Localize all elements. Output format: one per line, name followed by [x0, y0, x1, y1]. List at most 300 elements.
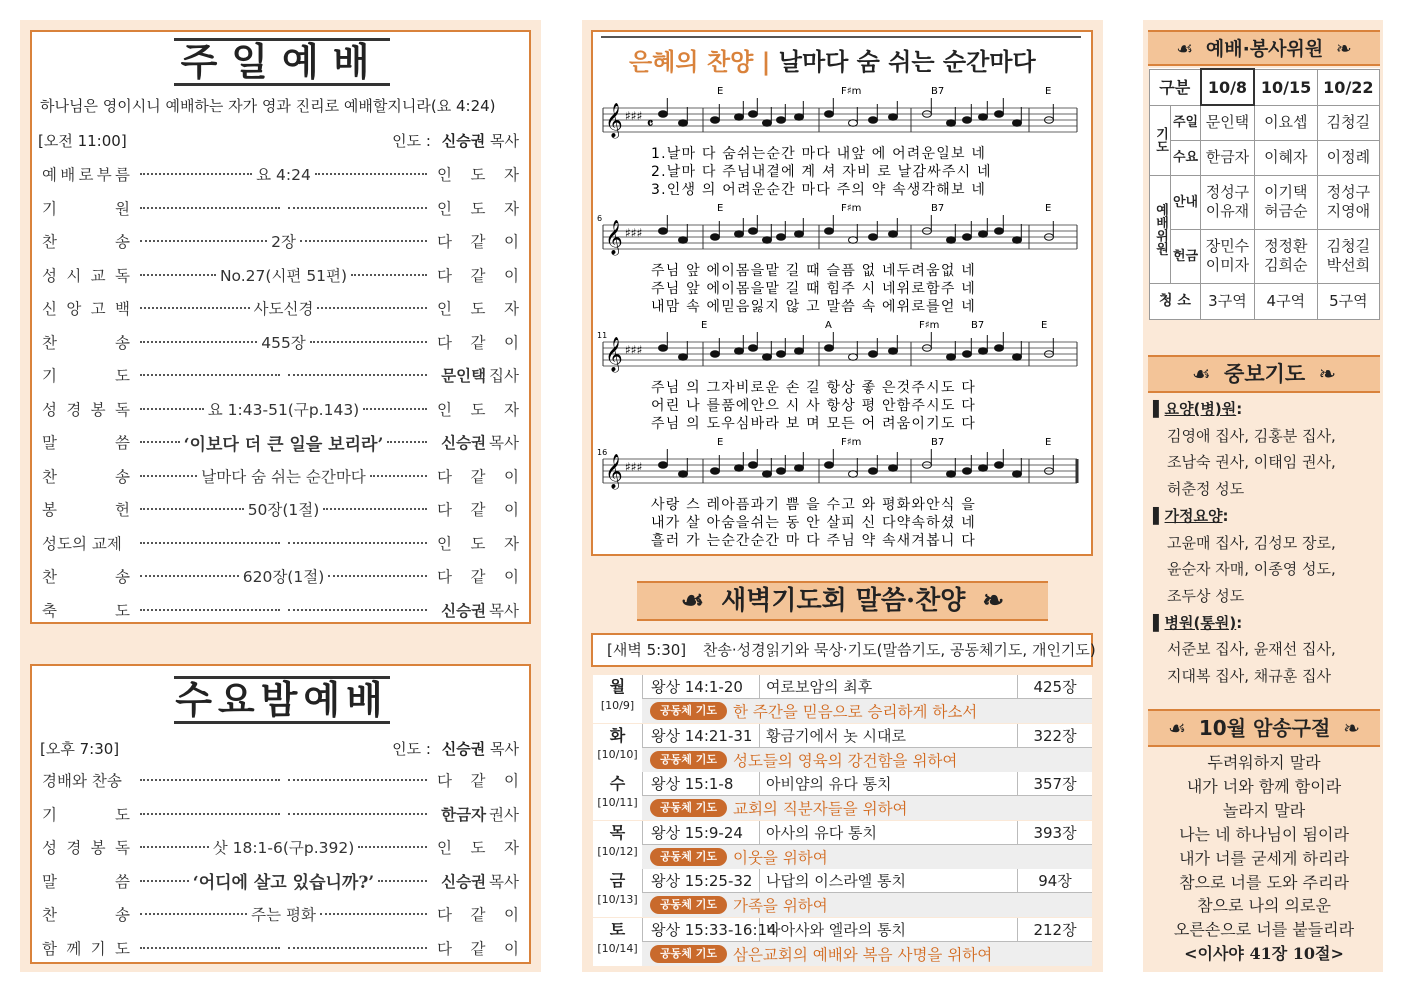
scripture-ref: 왕상 15:33-16:14: [642, 918, 760, 941]
measure-number: 16: [597, 448, 608, 457]
note-head: [735, 114, 744, 121]
lyric-line: 3.인생 의 어려운순간 마다 주의 약 속생각해보 네: [651, 182, 987, 198]
reading-topic: 황금기에서 놋 시대로: [760, 724, 1018, 747]
note-head: [735, 231, 744, 238]
note-head: [679, 237, 688, 244]
day-cell: [593, 821, 642, 869]
day-cell: [593, 918, 642, 966]
order-item-label: 성 시 교 독: [42, 266, 130, 285]
order-item-role: 문인택 집사: [441, 367, 519, 385]
lyric-line: 흘러 가 는순간순간 마 다 주님 약 속새겨봅니 다: [651, 533, 976, 549]
note-head: [749, 111, 758, 118]
lyric-line: 주님 의 도우심바라 보 며 모든 어 려움이기도 다: [651, 416, 976, 432]
key-signature-icon: ♯♯♯: [625, 343, 643, 357]
note-head: [825, 228, 834, 235]
note-head: [795, 231, 804, 238]
measure-number: 6: [597, 214, 603, 223]
chord-symbol: E: [717, 437, 724, 448]
reading-topic: 여로보암의 최후: [760, 675, 1018, 698]
note-head: [777, 468, 786, 475]
ornament-left-icon: ☙: [1191, 362, 1211, 386]
order-item-role: 신승권 목사: [441, 434, 519, 452]
day-name: 수: [609, 774, 626, 793]
intercession-names: 지대복 집사, 채규훈 집사: [1167, 667, 1331, 686]
leader-dots: [136, 331, 431, 353]
leader-dots: [136, 813, 431, 815]
chord-symbol: F♯m: [841, 86, 862, 97]
reading-line: [642, 675, 1092, 699]
note-head: [963, 351, 972, 358]
community-prayer-badge: 공동체 기도: [650, 945, 727, 963]
note-head: [849, 237, 858, 244]
reading-line: [642, 772, 1092, 796]
row-key: 헌금: [1171, 229, 1201, 283]
chord-symbol: E: [717, 86, 724, 97]
order-item-label: 경배와 찬송: [42, 772, 122, 790]
hymn-top-rule: [601, 36, 1081, 38]
note-head: [659, 462, 668, 469]
note-head: [869, 468, 878, 475]
intercession-group-heading: ▌가정요양:: [1153, 506, 1229, 525]
lyric-line: 주님 앞 에이몸을맡 길 때 힘주 시 네위로함주 네: [651, 281, 976, 297]
note-head: [763, 471, 772, 478]
reading-line: [642, 821, 1092, 845]
leader-dots: [136, 868, 431, 893]
key-signature-icon: ♯♯♯: [625, 109, 643, 123]
note-head: [749, 462, 758, 469]
note-head: [869, 234, 878, 241]
lyric-line: 2.날마 다 주님내곁에 계 셔 자비 로 날감싸주시 네: [651, 164, 992, 180]
hymn-number: 322장: [1033, 726, 1077, 745]
order-item-detail: 455장: [261, 333, 306, 352]
day-date: [10/10]: [597, 747, 638, 761]
order-item-role: 다 같 이: [437, 233, 519, 251]
note-head: [979, 114, 988, 121]
leader-dots: [136, 374, 431, 376]
memory-verse: [1148, 751, 1380, 966]
ornament-right-icon: ❧: [1343, 716, 1361, 740]
row-key: 수요: [1171, 140, 1201, 175]
lyric-line: 주님 의 그자비로운 손 길 항상 좋 은것주시도 다: [651, 380, 976, 396]
reading-topic: 나답의 이스라엘 통치: [760, 869, 1018, 892]
reading-topic: 아비얌의 유다 통치: [760, 772, 1018, 795]
day-cell: [593, 724, 642, 772]
row-key: 주일: [1171, 105, 1201, 140]
note-head: [659, 111, 668, 118]
cell: 이요셉: [1254, 105, 1317, 140]
dawn-day-row: [593, 675, 1092, 723]
verse-line: 두려워하지 말라: [1207, 753, 1321, 772]
wednesday-worship-box: [30, 664, 531, 964]
note-head: [979, 231, 988, 238]
chord-symbol: E: [717, 203, 724, 214]
prayer-topic: 이웃을 위하여: [732, 848, 828, 867]
lyric-line: 내맘 속 에믿음잃지 않 고 말씀 속 에위로를얻 네: [651, 299, 976, 315]
note-head: [1013, 354, 1022, 361]
order-item-role: 신승권 목사: [441, 601, 519, 620]
prayer-line: [642, 699, 1092, 723]
hymn-number: 94장: [1038, 872, 1072, 890]
order-item-detail: 날마다 숨 쉬는 순간마다: [201, 467, 366, 486]
order-item-role: 다 같 이: [437, 467, 519, 486]
dawn-day-row: [593, 821, 1092, 869]
key-signature-icon: ♯♯♯: [625, 460, 643, 474]
bullet-bar-icon: ▌: [1153, 613, 1165, 632]
note-head: [679, 354, 688, 361]
cell: 한금자: [1201, 140, 1255, 175]
order-item-label: 찬 송: [42, 568, 130, 586]
order-row: [42, 363, 519, 387]
dawn-day-row: [593, 772, 1092, 820]
scripture-ref: 왕상 15:9-24: [642, 821, 760, 844]
order-row: [42, 430, 519, 454]
reading-line: [642, 724, 1092, 748]
cell: 이혜자: [1254, 140, 1317, 175]
leader-dots: [136, 430, 431, 455]
wednesday-time: [오후 7:30]: [40, 740, 120, 758]
ornament-left-icon: ☙: [1167, 716, 1186, 740]
order-item-label: 찬 송: [42, 906, 130, 924]
note-head: [869, 117, 878, 124]
dawn-day-row: [593, 918, 1092, 966]
chord-symbol: B7: [931, 437, 945, 448]
order-item-label: 말 씀: [42, 434, 130, 452]
note-head: [795, 114, 804, 121]
prayer-topic: 교회의 직분자들을 위하여: [732, 800, 908, 818]
ornament-right-icon: ❧: [1335, 38, 1352, 60]
day-date: [10/11]: [597, 796, 638, 809]
day-name: 월: [609, 677, 626, 696]
leader-dots: [136, 465, 431, 487]
ornament-left-icon: ☙: [1176, 38, 1194, 60]
dawn-day-row: [593, 724, 1092, 772]
scripture-ref: 왕상 14:21-31: [642, 724, 760, 747]
order-row: [42, 330, 519, 354]
dawn-intro-box: [새벽 5:30] 찬송·성경읽기와 묵상·기도(말씀기도, 공동체기도, 개인기도): [591, 633, 1093, 667]
lyric-line: 1.날마 다 숨쉬는순간 마다 내앞 에 어려운일보 네: [651, 146, 987, 162]
note-head: [963, 234, 972, 241]
row-key: 안내: [1171, 175, 1201, 229]
order-row: [42, 936, 519, 960]
note-head: [947, 471, 956, 478]
order-item-role: 인 도 자: [437, 166, 519, 184]
cell: 3구역: [1201, 283, 1255, 319]
community-prayer-badge: 공동체 기도: [650, 896, 727, 914]
order-row: [42, 296, 519, 320]
leader-dots: [136, 542, 431, 544]
ornament-right-icon: ❧: [1318, 362, 1337, 386]
note-head: [763, 354, 772, 361]
prayer-line: [642, 893, 1092, 917]
order-item-label: 성도의 교제: [42, 534, 122, 553]
order-row: [42, 531, 519, 555]
cell: 정성구 지영애: [1317, 175, 1379, 229]
note-head: [889, 465, 898, 472]
note-head: [825, 345, 834, 352]
reading-topic: 아사의 유다 통치: [760, 821, 1018, 844]
hymn-number: 393장: [1033, 823, 1077, 842]
leader-dots: [136, 609, 431, 611]
prayer-line: [642, 748, 1092, 772]
order-item-role: 인 도 자: [437, 534, 519, 553]
note-head: [763, 237, 772, 244]
order-row: [42, 835, 519, 859]
cell: 이정례: [1317, 140, 1379, 175]
order-row: [42, 162, 519, 186]
note-head: [795, 465, 804, 472]
note-head: [795, 348, 804, 355]
note-head: [711, 351, 720, 358]
note-head: [777, 234, 786, 241]
order-row: [42, 196, 519, 220]
reading-line: [642, 918, 1092, 942]
day-cell: [593, 675, 642, 723]
order-item-label: 성 경 봉 독: [42, 400, 130, 419]
note-head: [749, 228, 758, 235]
note-head: [711, 468, 720, 475]
order-item-detail: 50장(1절): [247, 501, 320, 519]
note-head: [777, 351, 786, 358]
scripture-ref: 왕상 14:1-20: [642, 675, 760, 698]
note-head: [659, 228, 668, 235]
note-head: [889, 114, 898, 121]
order-item-role: 다 같 이: [437, 772, 519, 790]
intercession-names: 허춘정 성도: [1167, 480, 1245, 499]
cell: 5구역: [1317, 283, 1379, 319]
verse-line: 나는 네 하나님이 됨이라: [1179, 824, 1349, 844]
order-item-role: 인 도 자: [437, 400, 519, 419]
order-row: [42, 598, 519, 622]
chord-symbol: E: [1045, 437, 1052, 448]
community-prayer-badge: 공동체 기도: [650, 751, 727, 769]
leader-dots: [136, 398, 431, 420]
leader-dots: [136, 836, 431, 858]
time-signature-icon: 𝄴: [647, 116, 654, 132]
cell: 정성구 이유재: [1201, 175, 1255, 229]
cell: 김청길: [1317, 105, 1379, 140]
day-date: [10/13]: [597, 893, 638, 906]
intercession-names: 조남숙 권사, 이태임 권사,: [1167, 453, 1336, 472]
treble-clef-icon: 𝄞: [605, 103, 623, 138]
order-item-label: 신 앙 고 백: [42, 300, 130, 318]
prayer-line: [642, 796, 1092, 820]
row-key: 청 소: [1150, 283, 1201, 319]
intercession-group-heading: ▌요양(병)원:: [1153, 400, 1243, 418]
order-row: [42, 869, 519, 893]
order-item-detail: 요 4:24: [256, 166, 311, 184]
verse-line: 내가 너를 굳세게 하리라: [1179, 848, 1349, 868]
chord-symbol: B7: [931, 86, 945, 97]
order-item-role: 한금자 권사: [441, 805, 519, 824]
service-table: [1149, 68, 1380, 320]
order-item-detail: 2장: [271, 233, 296, 251]
order-item-role: 다 같 이: [437, 266, 519, 285]
treble-clef-icon: 𝄞: [605, 454, 623, 489]
note-head: [749, 345, 758, 352]
order-item-label: 찬 송: [42, 333, 130, 352]
order-item-label: 기 도: [42, 367, 130, 385]
bullet-bar-icon: ▌: [1153, 400, 1165, 418]
note-head: [711, 117, 720, 124]
order-item-label: 함 께 기 도: [42, 939, 130, 958]
bullet-bar-icon: ▌: [1153, 506, 1165, 525]
order-item-role: 다 같 이: [437, 939, 519, 958]
chord-symbol: E: [1045, 203, 1052, 214]
order-item-label: 예 배 로 부 름: [42, 166, 130, 184]
chord-symbol: E: [1041, 320, 1048, 331]
note-head: [825, 111, 834, 118]
memory-title-band: ☙ 10월 암송구절 ❧: [1148, 709, 1380, 747]
note-head: [963, 117, 972, 124]
measure-number: 11: [597, 331, 608, 340]
lyric-line: 어린 나 를품에안으 시 사 항상 평 안함주시도 다: [651, 398, 976, 414]
note-head: [777, 117, 786, 124]
date-header: 10/8: [1201, 69, 1255, 105]
leader-dots: [136, 163, 431, 185]
order-row: [42, 464, 519, 488]
order-item-role: 다 같 이: [437, 501, 519, 519]
leader-dots: [136, 297, 431, 319]
order-item-role: 인 도 자: [437, 839, 519, 857]
cell: 김청길 박선희: [1317, 229, 1379, 283]
day-name: 토: [609, 919, 626, 939]
chord-symbol: B7: [971, 320, 985, 331]
leader-dots: [136, 264, 431, 286]
order-item-detail: No.27(시편 51편): [219, 266, 348, 285]
hymn-title: 은혜의 찬양 | 날마다 숨 쉬는 순간마다: [629, 48, 1036, 76]
order-item-label: 찬 송: [42, 467, 130, 486]
sheet-music: [593, 78, 1091, 558]
ornament-left-icon: ☙: [680, 586, 705, 616]
service-title-band: ☙ 예배·봉사위원 ❧: [1148, 30, 1380, 66]
order-item-label: 말 씀: [42, 872, 130, 891]
verse-reference: <이사야 41장 10절>: [1184, 944, 1344, 964]
note-head: [869, 351, 878, 358]
community-prayer-badge: 공동체 기도: [650, 848, 727, 866]
prayer-topic: 한 주간을 믿음으로 승리하게 하소서: [732, 703, 978, 721]
note-head: [711, 234, 720, 241]
date-header: 10/22: [1317, 69, 1379, 105]
sunday-title: 주일예배: [174, 38, 390, 86]
note-head: [995, 228, 1004, 235]
intercession-names: 조두상 성도: [1167, 586, 1245, 605]
sunday-leader: 인도 : 신승권 목사: [392, 132, 519, 150]
day-name: 목: [609, 822, 626, 842]
order-item-detail: ‘이보다 더 큰 일을 보리라’: [183, 434, 384, 455]
leader-dots: [136, 565, 431, 587]
order-item-role: 다 같 이: [437, 568, 519, 586]
order-item-detail: 삿 18:1-6(구p.392): [212, 839, 355, 857]
verse-line: 오른손으로 너를 붙들리라: [1173, 920, 1355, 940]
verse-line: 놀라지 말라: [1222, 800, 1306, 820]
chord-symbol: F♯m: [841, 437, 862, 448]
note-head: [995, 111, 1004, 118]
note-head: [889, 231, 898, 238]
note-head: [659, 345, 668, 352]
hymn-sheet: [591, 30, 1093, 556]
note-head: [763, 120, 772, 127]
intercession-names: 서준보 집사, 윤재선 집사,: [1167, 640, 1336, 659]
order-row: [42, 263, 519, 287]
cell: 문인택: [1201, 105, 1255, 140]
chord-symbol: B7: [931, 203, 945, 214]
leader-dots: [136, 779, 431, 781]
community-prayer-badge: 공동체 기도: [650, 702, 727, 720]
day-date: [10/9]: [600, 699, 635, 712]
order-item-detail: 요 1:43-51(구p.143): [207, 400, 360, 419]
note-head: [995, 345, 1004, 352]
prayer-topic: 성도들의 영육의 강건함을 위하여: [732, 751, 958, 770]
lyric-line: 내가 살 아숨을쉬는 동 안 살피 신 다약속하셨 네: [651, 515, 976, 531]
scripture-ref: 왕상 15:25-32: [642, 869, 760, 892]
intercession-group-heading: ▌병원(통원):: [1153, 613, 1243, 632]
note-head: [679, 471, 688, 478]
wednesday-leader: 인도 : 신승권 목사: [392, 740, 519, 758]
order-row: [42, 397, 519, 421]
order-row: [42, 229, 519, 253]
note-head: [979, 348, 988, 355]
note-head: [995, 462, 1004, 469]
reading-topic: 바아사와 엘라의 통치: [760, 918, 1018, 941]
group-prayer: 기도: [1150, 105, 1171, 175]
order-item-label: 기 도: [42, 805, 130, 824]
note-head: [963, 468, 972, 475]
note-head: [679, 120, 688, 127]
reading-line: [642, 869, 1092, 893]
day-cell: [593, 772, 642, 820]
date-header: 10/15: [1254, 69, 1317, 105]
note-head: [889, 348, 898, 355]
sunday-verse: 하나님은 영이시니 예배하는 자가 영과 진리로 예배할지니라(요 4:24): [40, 97, 496, 115]
note-head: [849, 120, 858, 127]
day-name: 금: [609, 871, 626, 890]
day-cell: [593, 869, 642, 917]
hymn-number: 357장: [1033, 775, 1077, 793]
intercession-list: [1153, 396, 1378, 690]
day-name: 화: [609, 725, 626, 745]
note-head: [1013, 120, 1022, 127]
chord-symbol: F♯m: [841, 203, 862, 214]
intercession-names: 고윤매 집사, 김성모 장로,: [1167, 533, 1336, 552]
community-prayer-badge: 공동체 기도: [650, 799, 727, 817]
ornament-right-icon: ❧: [982, 586, 1005, 616]
note-head: [849, 471, 858, 478]
order-item-role: 다 같 이: [437, 333, 519, 352]
verse-line: 참으로 나의 의로운: [1197, 896, 1331, 916]
prayer-topic: 가족을 위하여: [732, 897, 828, 915]
day-date: [10/14]: [597, 941, 638, 955]
cell: 정정환 김희순: [1254, 229, 1317, 283]
dawn-title-band: ☙ 새벽기도회 말씀·찬양 ❧: [637, 581, 1048, 621]
sunday-worship-box: [30, 30, 531, 624]
cell: 이기택 허금순: [1254, 175, 1317, 229]
order-item-label: 축 도: [42, 601, 130, 620]
order-row: [42, 902, 519, 926]
treble-clef-icon: 𝄞: [605, 337, 623, 372]
order-item-detail: 사도신경: [253, 300, 314, 318]
verse-line: 참으로 너를 도와 주리라: [1179, 872, 1349, 892]
order-row: [42, 802, 519, 826]
order-item-label: 기 원: [42, 199, 130, 218]
order-item-label: 봉 헌: [42, 501, 130, 519]
prayer-line: [642, 942, 1092, 966]
leader-dots: [136, 947, 431, 949]
verse-line: 내가 너와 함께 함이라: [1186, 776, 1342, 796]
order-item-role: 인 도 자: [437, 199, 519, 218]
cell: 4구역: [1254, 283, 1317, 319]
note-head: [825, 462, 834, 469]
hymn-number: 425장: [1033, 678, 1077, 696]
